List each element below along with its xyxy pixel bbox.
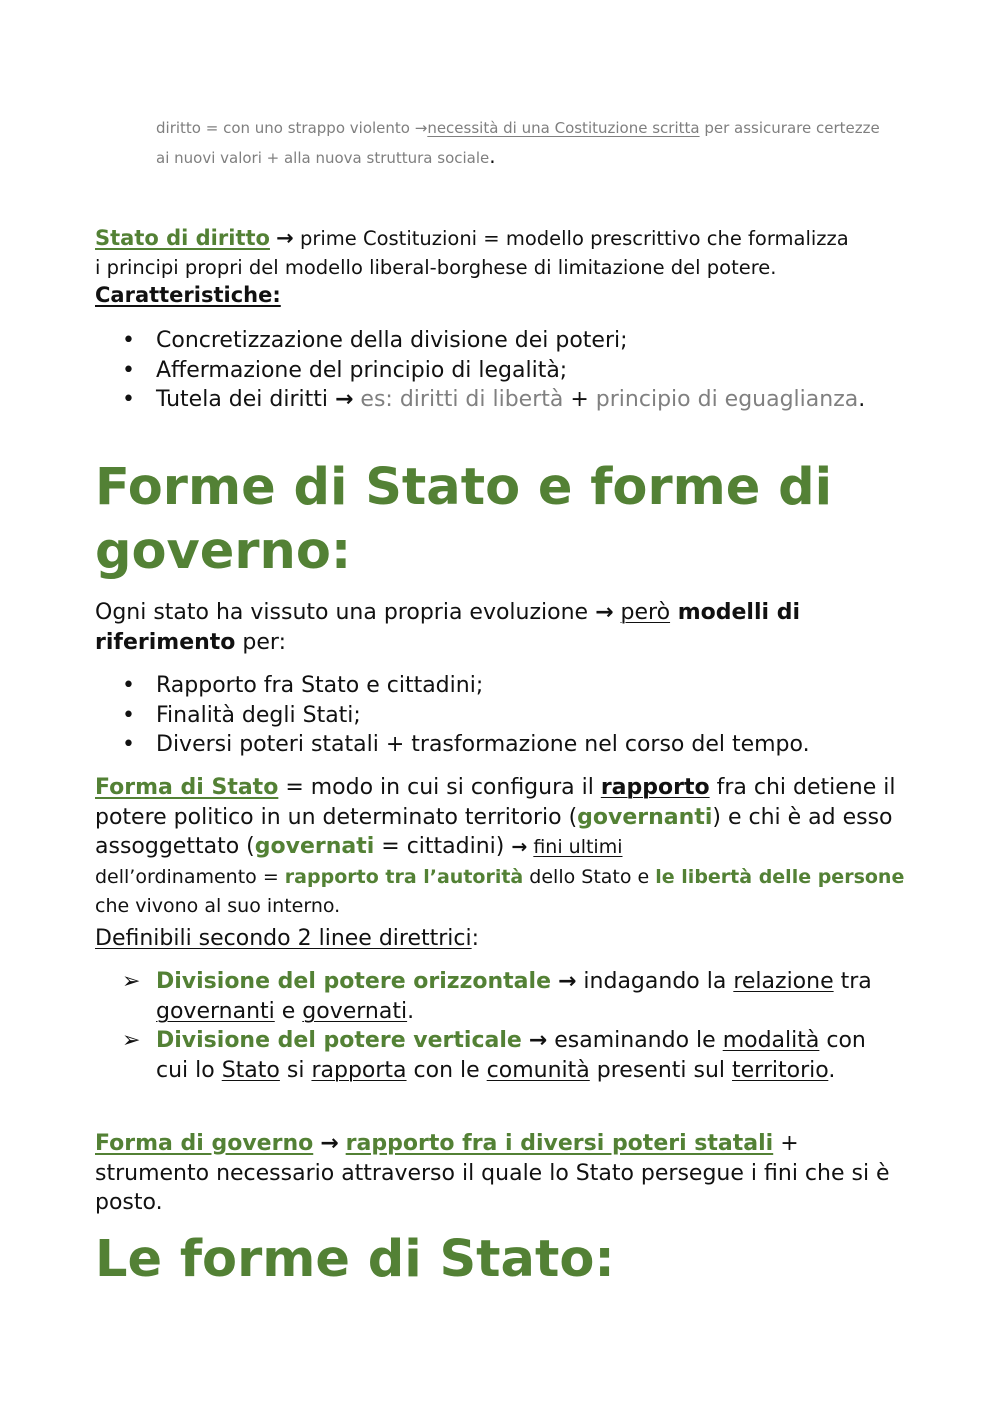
list-item-text: Rapporto fra Stato e cittadini;: [156, 673, 484, 698]
bullet-icon: •: [122, 702, 135, 728]
highlight-text: governati: [254, 834, 375, 859]
paragraph-text: per:: [235, 629, 286, 655]
paragraph-text: dell’ordinamento =: [95, 865, 285, 888]
paragraph-text: = modo in cui si configura il: [278, 775, 601, 800]
highlight-text: le libertà delle persone: [655, 865, 905, 888]
list-item-text: si: [279, 1057, 312, 1083]
intro-text: per assicurare certezze: [699, 119, 880, 137]
plus-text: +: [563, 387, 596, 412]
riferimento-list: [122, 671, 876, 760]
list-item: [122, 385, 876, 415]
list-item-text: Finalità degli Stati;: [156, 702, 361, 728]
underlined-text: territorio: [732, 1057, 829, 1083]
period-text: .: [407, 998, 415, 1024]
paragraph-text: = cittadini): [374, 834, 512, 859]
list-item-text: Diversi poteri statali + trasformazione nel corso del tempo.: [156, 732, 810, 757]
highlight-underlined-text: rapporto fra i diversi poteri statali: [345, 1131, 774, 1156]
bullet-icon: •: [122, 387, 135, 412]
paragraph-text: + strumento necessario attraverso il quale lo Stato persegue i fini che si è posto.: [95, 1131, 890, 1215]
section-heading-le-forme-di-stato: Le forme di Stato:: [95, 1230, 615, 1289]
paragraph-text: ) e chi è ad esso assoggettato (: [95, 804, 893, 859]
definition-text: i principi propri del modello liberal-borghese di limitazione del potere.: [95, 256, 777, 279]
caratteristiche-heading: Caratteristiche:: [95, 283, 281, 307]
bullet-icon: •: [122, 673, 135, 698]
list-item-text: con le: [406, 1057, 487, 1083]
forma-di-governo-term: Forma di governo: [95, 1131, 314, 1156]
highlight-text: Divisione del potere orizzontale: [156, 969, 551, 994]
paragraph-text: dello Stato e: [523, 865, 656, 888]
underlined-text: Definibili secondo 2 linee direttrici: [95, 926, 472, 951]
list-item-text: Concretizzazione della divisione dei poteri;: [156, 328, 628, 353]
caratteristiche-list: [122, 326, 876, 415]
arrow-icon: →: [414, 119, 428, 137]
definibili-paragraph: [95, 924, 479, 954]
list-item: [122, 326, 876, 356]
arrow-icon: →: [276, 226, 294, 250]
intro-text: ai nuovi valori + alla nuova struttura sociale: [156, 149, 490, 167]
list-item-text: Affermazione del principio di legalità;: [156, 357, 568, 383]
list-item-text: indagando la: [576, 969, 734, 994]
arrow-icon: →: [528, 1028, 548, 1053]
list-item: [122, 356, 876, 386]
period-text: .: [858, 387, 866, 412]
bullet-icon: •: [122, 357, 135, 383]
arrow-icon: →: [511, 836, 528, 858]
list-item-text: e: [274, 998, 303, 1024]
highlight-text: rapporto tra l’autorità: [284, 865, 524, 888]
underlined-text: Stato: [221, 1057, 280, 1083]
arrowhead-bullet-icon: ➢: [122, 1028, 141, 1053]
underlined-text: relazione: [733, 969, 834, 994]
paragraph-text: fra chi detiene il potere politico in un determinato territorio (: [95, 775, 896, 830]
paragraph-text: che vivono al suo interno.: [95, 895, 341, 917]
stato-di-diritto-paragraph: [95, 224, 915, 282]
highlight-text: governanti: [577, 804, 713, 830]
example-text: principio di eguaglianza: [595, 387, 859, 412]
period-text: .: [828, 1057, 836, 1083]
forma-di-governo-paragraph: [95, 1129, 915, 1218]
stato-di-diritto-term: Stato di diritto: [95, 226, 270, 250]
underlined-text: però: [620, 600, 671, 625]
arrowhead-bullet-icon: ➢: [122, 969, 141, 994]
example-text: es: diritti di libertà: [353, 387, 564, 412]
intro-text: diritto = con uno strappo violento: [156, 119, 415, 137]
list-item-text: presenti sul: [589, 1057, 733, 1083]
underlined-text: comunità: [486, 1057, 590, 1083]
section-heading-forme: Forme di Stato e forme di governo:: [95, 458, 833, 581]
underlined-text: governati: [302, 998, 408, 1024]
definition-text: prime Costituzioni = modello prescrittivo che formalizza: [293, 227, 849, 250]
list-item-text: Tutela dei diritti: [156, 387, 335, 412]
intro-underlined-text: necessità di una Costituzione scritta: [427, 119, 700, 137]
intro-period: .: [489, 144, 496, 168]
bold-underlined-text: rapporto: [600, 775, 710, 800]
arrow-icon: →: [558, 969, 577, 994]
paragraph-text: Ogni stato ha vissuto una propria evoluzione: [95, 600, 596, 625]
bold-text: modelli di riferimento: [95, 600, 800, 655]
intro-paragraph: [156, 114, 916, 172]
list-item: [122, 1026, 876, 1085]
underlined-text: modalità: [722, 1028, 820, 1053]
list-item-text: tra: [833, 969, 872, 994]
colon-text: :: [471, 926, 480, 951]
list-item: [122, 701, 876, 731]
arrow-icon: →: [335, 387, 354, 412]
highlight-text: Divisione del potere verticale: [156, 1028, 522, 1053]
bullet-icon: •: [122, 328, 135, 353]
list-item-text: esaminando le: [547, 1028, 723, 1053]
underlined-text: rapporta: [311, 1057, 407, 1083]
divisioni-list: [122, 967, 876, 1085]
arrow-icon: →: [320, 1131, 339, 1156]
evoluzione-paragraph: [95, 598, 915, 657]
forma-di-stato-term: Forma di Stato: [95, 775, 279, 800]
list-item-text: con cui lo: [156, 1028, 866, 1083]
arrow-icon: →: [595, 600, 614, 625]
forma-di-stato-paragraph: [95, 773, 915, 921]
list-item: [122, 730, 876, 760]
underlined-text: governanti: [156, 998, 275, 1024]
underlined-text: fini ultimi: [533, 836, 623, 858]
bullet-icon: •: [122, 732, 135, 757]
list-item: [122, 671, 876, 701]
list-item: [122, 967, 876, 1026]
